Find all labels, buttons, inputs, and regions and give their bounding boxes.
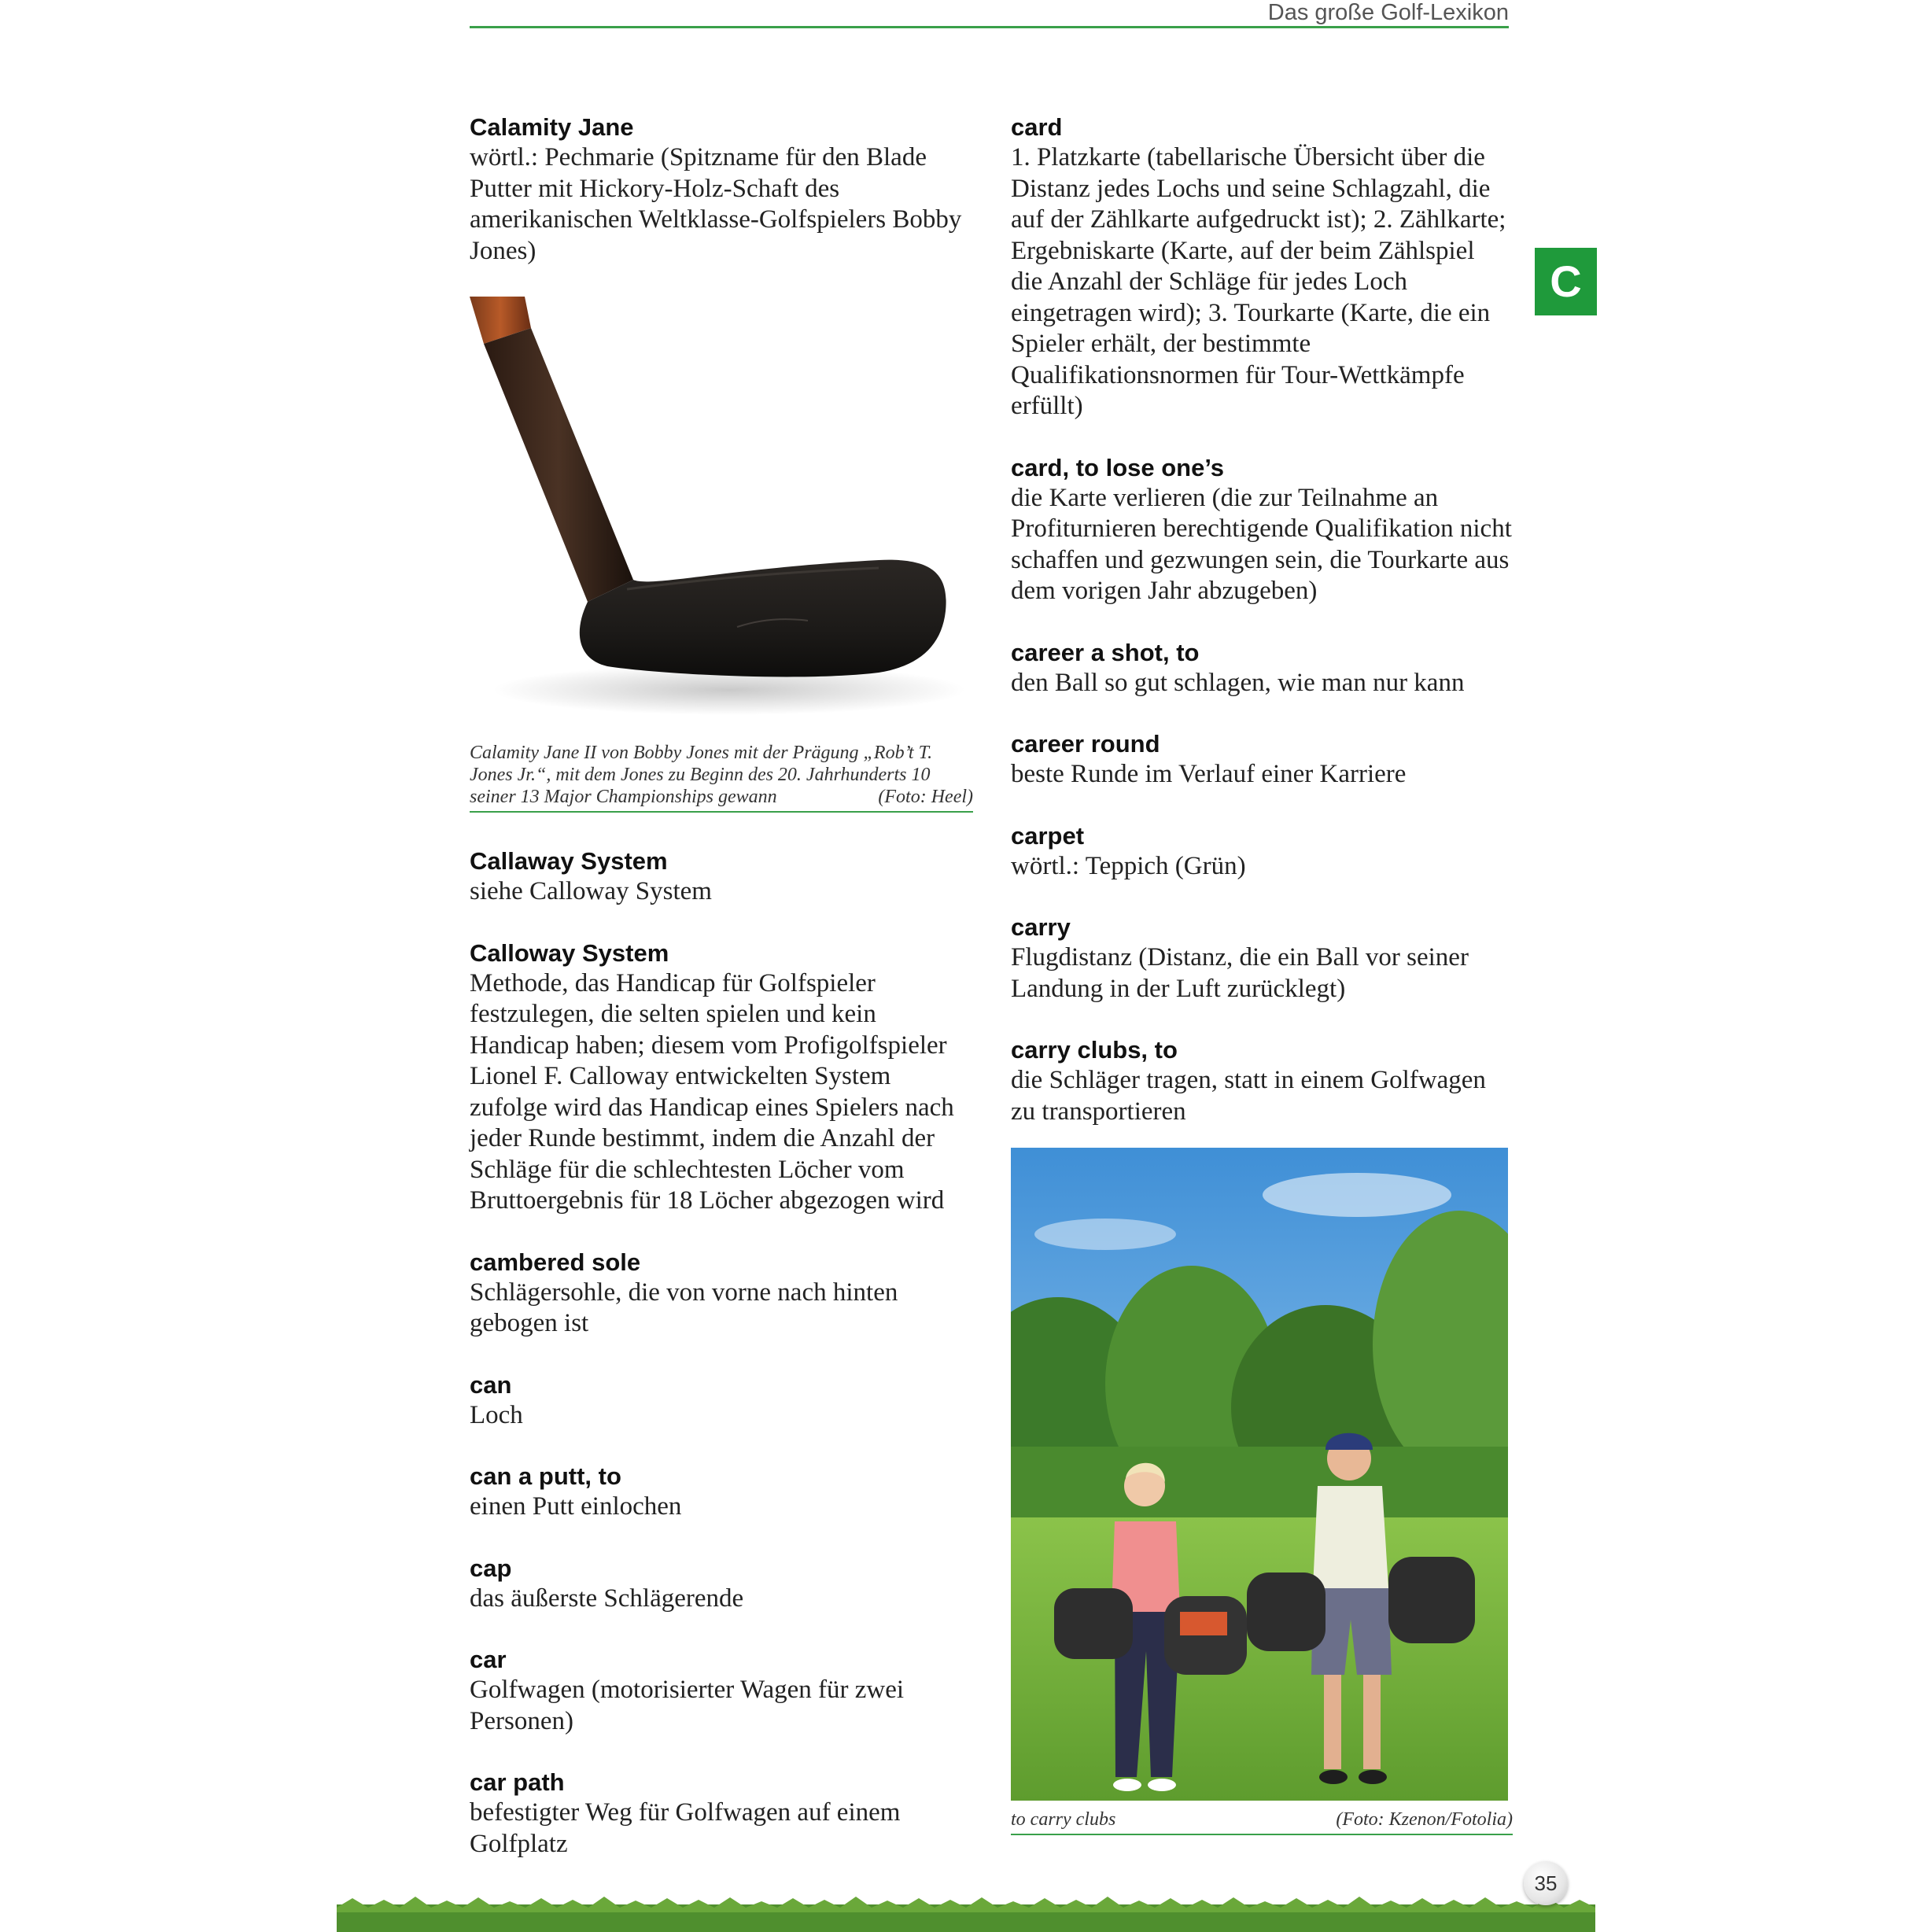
entry-definition: die Karte verlieren (die zur Teilnahme an Profiturnieren berechtigende Qualifikation nicht schaffen und gezwungen sein, die Tourkarte aus dem vorigen Jahr abzugeben) [1011,483,1512,605]
entry-definition: Flugdistanz (Distanz, die ein Ball vor seiner Landung in der Luft zurücklegt) [1011,943,1469,1003]
figure-caption [470,742,973,813]
entry-definition: Schlägersohle, die von vorne nach hinten gebogen ist [470,1278,898,1337]
entry-definition: einen Putt einlochen [470,1492,682,1521]
golfers-illustration [1011,1148,1508,1801]
page-number: 35 [1524,1861,1568,1905]
entry-term: Calamity Jane [470,113,634,141]
entry-definition: befestigter Weg für Golfwagen auf einem Golfplatz [470,1798,901,1858]
entry-term: card [1011,113,1063,141]
entry-term: car [470,1646,507,1673]
caption-text: to carry clubs [1011,1809,1116,1830]
right-column [1011,112,1513,1835]
entry [470,112,973,267]
entry [470,1370,973,1432]
entry [1011,912,1513,1005]
entry-term: Calloway System [470,938,669,967]
entry [470,1247,973,1340]
entry-definition: wörtl.: Teppich (Grün) [1011,851,1246,880]
entry [1011,452,1513,607]
entry [1011,728,1513,791]
entry-definition: die Schläger tragen, statt in einem Golfwagen zu transportieren [1011,1066,1486,1126]
entry [470,1461,973,1523]
header-rule [470,26,1509,28]
entry [470,1644,973,1737]
putter-caption-block [470,742,973,813]
putter-photo [470,297,969,721]
entry [1011,820,1513,883]
entry [470,1553,973,1615]
entry-definition: siehe Calloway System [470,877,712,905]
photo-credit: (Foto: Heel) [878,787,973,807]
caption-text: Calamity Jane II von Bobby Jones mit der Prägung „Rob’t T. Jones Jr.“, mit dem Jones zu Beginn des 20. Jahrhunderts 10 seiner 13 Major Championships gewann [470,743,933,807]
entry-definition: Loch [470,1400,523,1429]
entry-term: cambered sole [470,1248,641,1276]
entry [1011,637,1513,699]
running-header: Das große Golf-Lexikon [1267,0,1509,25]
entry-definition: wörtl.: Pechmarie (Spitzname für den Blade Putter mit Hickory-Holz-Schaft des amerikanischen Weltklasse-Golfspielers Bobby Jones) [470,143,962,265]
entry [1011,1034,1513,1127]
entry [470,846,973,908]
entry-term: cap [470,1554,512,1582]
putter-illustration [470,297,969,721]
chapter-tab: C [1535,248,1597,315]
entry-definition: 1. Platzkarte (tabellarische Übersicht über die Distanz jedes Lochs und seine Schlagzahl, die auf der Zählkarte aufgedruckt ist); 2. Zählkarte; Ergebniskarte (Karte, auf der beim Zählspiel die Anzahl der Schläge für jedes Loch eingetragen wird); 3. Tourkarte (Karte, die ein Spieler erhält, der bestimmte Qualifikationsnormen für Tour-Wettkämpfe erfüllt) [1011,143,1506,420]
entry [470,938,973,1217]
entry-definition: Methode, das Handicap für Golfspieler festzulegen, die selten spielen und kein Handicap haben; diesem vom Profigolfspieler Lionel F. Calloway entwickelten System zufolge wird das Handicap eines Spielers nach jeder Runde bestimmt, indem die Anzahl der Schläge für die schlechtesten Löcher vom Bruttoergebnis für 18 Löcher abgezogen wird [470,968,954,1215]
entry-term: Callaway System [470,847,668,875]
photo-credit: (Foto: Kzenon/Fotolia) [1336,1809,1513,1830]
entry-term: carry [1011,913,1071,941]
entry-term: carry clubs, to [1011,1036,1178,1064]
entry-definition: den Ball so gut schlagen, wie man nur kann [1011,668,1465,697]
entry-term: card, to lose one’s [1011,453,1225,481]
entry-term: career a shot, to [1011,638,1200,666]
entry [470,1767,973,1860]
entry-definition: das äußerste Schlägerende [470,1584,744,1613]
entry-definition: Golfwagen (motorisierter Wagen für zwei Personen) [470,1676,905,1735]
entry-term: carpet [1011,821,1085,850]
entry-term: car path [470,1768,565,1796]
entry-term: career round [1011,730,1160,758]
entry-term: can a putt, to [470,1462,621,1490]
entry-term: can [470,1370,512,1399]
left-column [470,112,973,1890]
entry-definition: beste Runde im Verlauf einer Karriere [1011,760,1407,788]
entry [1011,112,1513,422]
figure-caption [1011,1808,1513,1835]
grass-strip [337,1897,1595,1932]
golfers-photo [1011,1148,1508,1801]
